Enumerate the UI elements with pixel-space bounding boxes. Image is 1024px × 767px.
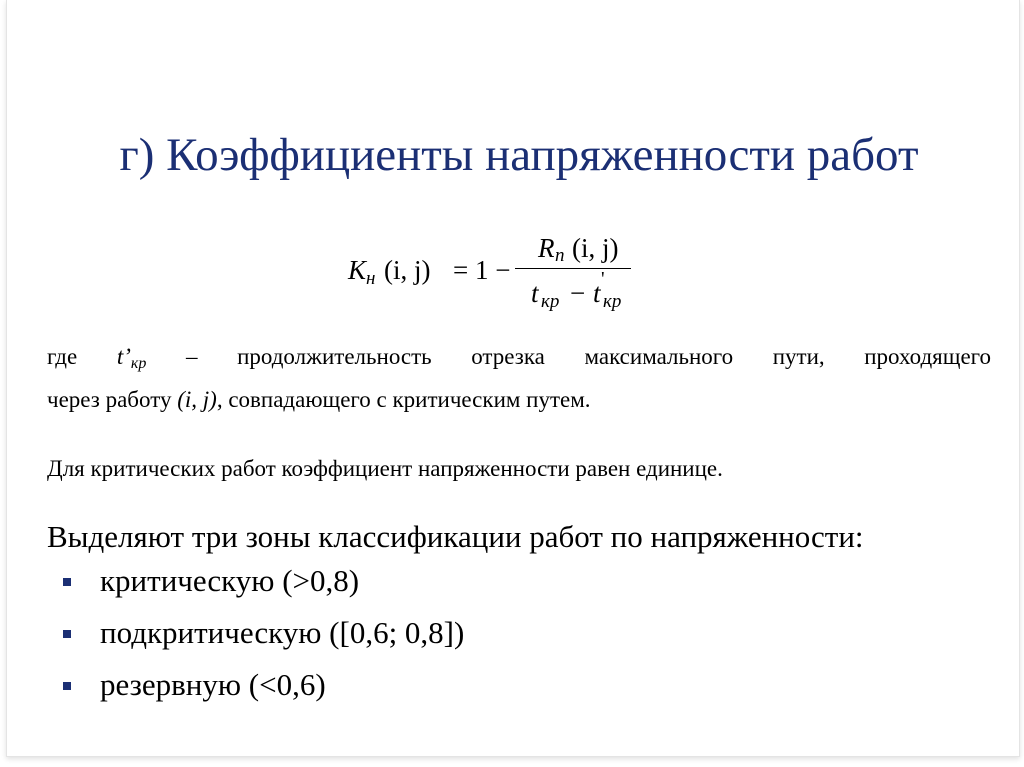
formula-k-subscript: н — [366, 268, 376, 289]
definition-line1-text: – продолжительность отрезка максимального пути, проходящего — [185, 344, 992, 369]
zones-heading: Выделяют три зоны классификации работ по напряженности: — [47, 519, 864, 554]
formula-numerator-args: (i, j) — [572, 233, 619, 263]
formula-numerator-r: R — [538, 233, 555, 263]
definition-symbol-subscript: кр — [130, 355, 147, 372]
formula-lhs-args: (i, j) — [384, 255, 431, 285]
formula-one-minus: = 1 − — [453, 255, 511, 285]
list-item — [47, 667, 464, 719]
zones-list — [47, 563, 464, 719]
definition-symbol: t’ — [116, 344, 131, 369]
fraction-bar — [515, 268, 631, 269]
list-item — [47, 563, 464, 615]
formula-denominator-t2: t — [593, 278, 601, 308]
definition-paragraph — [47, 339, 991, 418]
formula-denominator-t1: t — [531, 278, 539, 308]
formula-denominator-subscript2: кр — [603, 291, 622, 312]
zone-label: критическую (>0,8) — [100, 563, 360, 598]
slide-title: г) Коэффициенты напряженности работ — [119, 129, 919, 181]
formula-numerator-subscript: п — [555, 245, 565, 266]
zone-label: резервную (<0,6) — [100, 667, 326, 702]
square-bullet-icon — [63, 578, 71, 586]
definition-line2-ij: (i, j) — [177, 387, 217, 412]
formula-k: К — [348, 255, 366, 285]
formula-denominator-subscript1: кр — [541, 291, 560, 312]
list-item — [47, 615, 464, 667]
slide — [6, 0, 1020, 757]
square-bullet-icon — [63, 630, 71, 638]
definition-line-1 — [47, 339, 991, 382]
tension-coefficient-formula — [348, 233, 648, 323]
definition-where: где — [47, 344, 78, 369]
definition-line2-end: , совпадающего с критическим путем. — [216, 387, 591, 412]
formula-denominator-minus: − — [570, 278, 586, 308]
formula-denominator-prime: ' — [601, 268, 605, 290]
zone-label: подкритическую ([0,6; 0,8]) — [100, 615, 465, 650]
critical-work-note: Для критических работ коэффициент напряженности равен единице. — [47, 456, 723, 481]
definition-line-2 — [47, 387, 591, 412]
definition-line2-start: через работу — [47, 387, 172, 412]
square-bullet-icon — [63, 682, 71, 690]
